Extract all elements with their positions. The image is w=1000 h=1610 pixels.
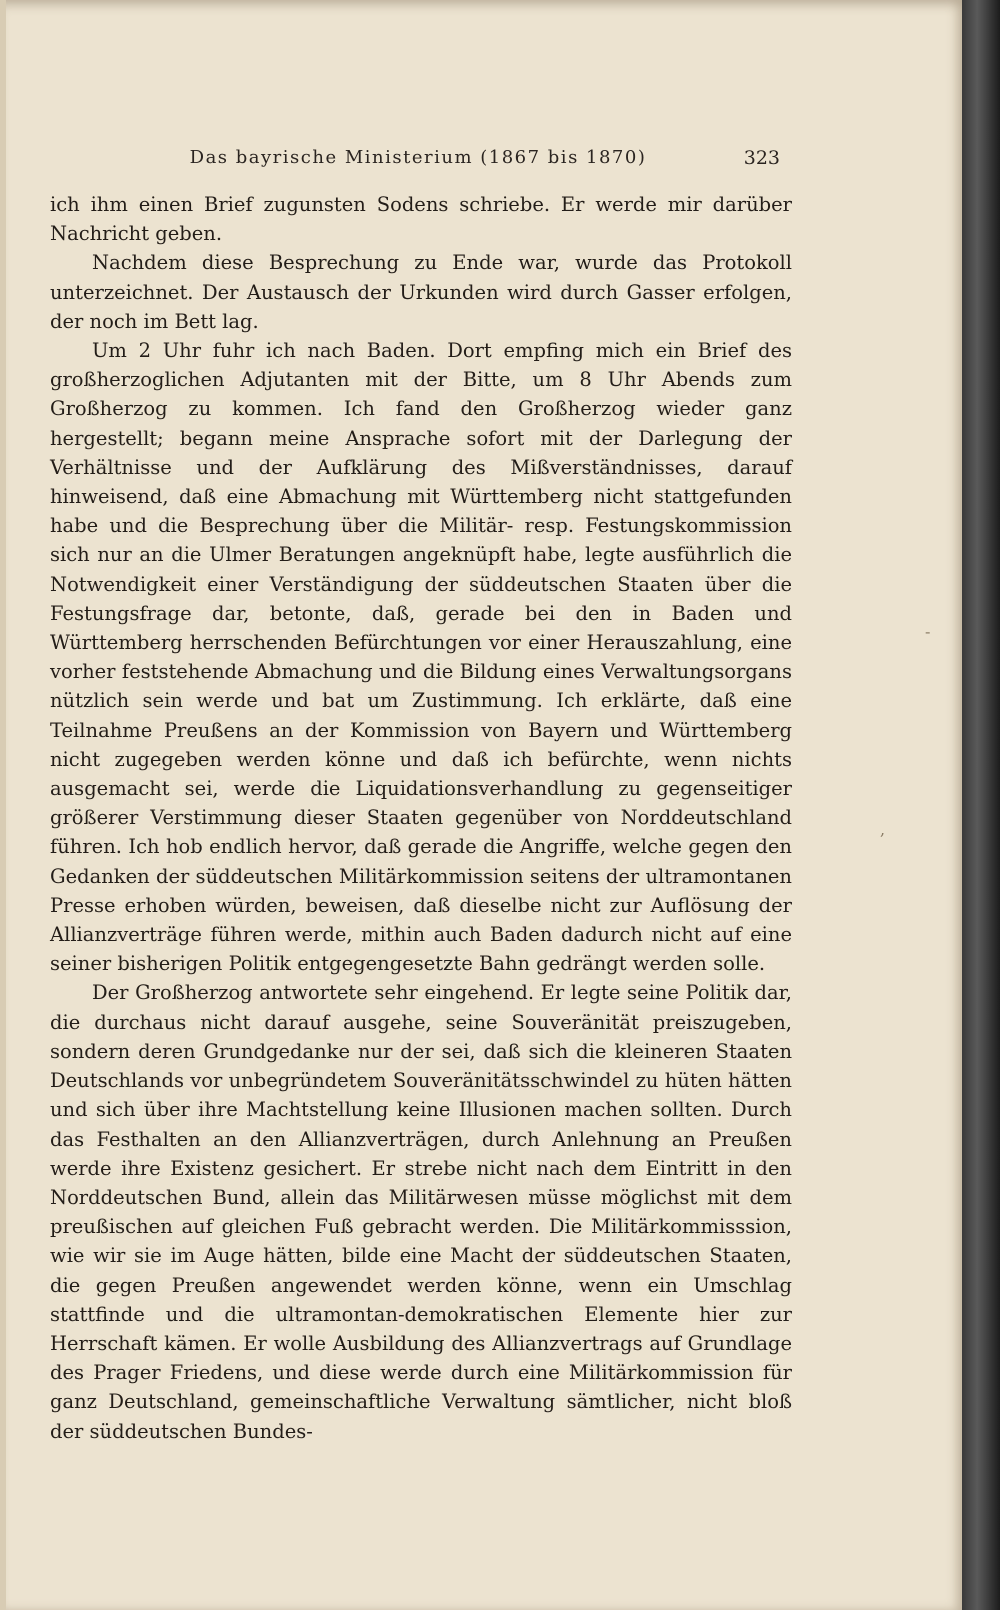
paragraph: Nachdem diese Besprechung zu Ende war, wurde das Protokoll unterzeichnet. Der Austausch der Urkunden wird durch Gasser erfolgen, der noch im Bett lag. [50,251,792,333]
page-gutter [0,0,6,1610]
page-header [56,147,780,177]
paragraph: Der Großherzog antwortete sehr eingehend. Er legte seine Politik dar, die durchaus nicht darauf ausgehe, seine Souveränität preiszugeben, sondern deren Grundgedanke nur der sei, daß sich die kleineren Staaten Deutschlands vor unbegründetem Souveränitätsschwindel zu hüten hätten und sich über ihre Machtstellung keine Illusionen machen sollten. Durch das Festhalten an den Allianzverträgen, durch Anlehnung an Preußen werde ihre Existenz gesichert. Er strebe nicht nach dem Eintritt in den Norddeutschen Bund, allein das Militärwesen müsse möglichst mit dem preußischen auf gleichen Fuß gebracht werden. Die Militärkommisssion, wie wir sie im Auge hätten, bilde eine Macht der süddeutschen Staaten, die gegen Preußen angewendet werden könne, wenn ein Umschlag stattfinde und die ultramontan-demokratischen Elemente hier zur Herrschaft kämen. Er wolle Ausbildung des Allianzvertrags auf Grundlage des Prager Friedens, und diese werde durch eine Militärkommission für ganz Deutschland, gemeinschaftliche Verwaltung sämtlicher, nicht bloß der süddeutschen Bundes- [50,981,792,1443]
page-number: 323 [743,147,780,169]
running-head: Das bayrische Ministerium (1867 bis 1870) [189,147,647,168]
paragraph: Um 2 Uhr fuhr ich nach Baden. Dort empfing mich ein Brief des großherzoglichen Adjutanten mit der Bitte, um 8 Uhr Abends zum Großherzog zu kommen. Ich fand den Großherzog wieder ganz hergestellt; begann meine Ansprache sofort mit der Darlegung der Verhältnisse und der Aufklärung des Mißverständnisses, darauf hinweisend, daß eine Abmachung mit Württemberg nicht stattgefunden habe und die Besprechung über die Militär- resp. Festungskommission sich nur an die Ulmer Beratungen angeknüpft habe, legte ausführlich die Notwendigkeit einer Verständigung der süddeutschen Staaten über die Festungsfrage dar, betonte, daß, gerade bei den in Baden und Württemberg herrschenden Befürchtungen vor einer Herauszahlung, eine vorher feststehende Abmachung und die Bildung eines Verwaltungsorgans nützlich sein werde und bat um Zustimmung. Ich erklärte, daß eine Teilnahme Preußens an der Kommission von Bayern und Württemberg nicht zugegeben werden könne und daß ich befürchte, wenn nichts ausgemacht sei, werde die Liquidationsverhandlung zu gegenseitiger größerer Verstimmung dieser Staaten gegenüber von Norddeutschland führen. Ich hob endlich hervor, daß gerade die Angriffe, welche gegen den Gedanken der süddeutschen Militärkommission seitens der ultramontanen Presse erhoben würden, beweisen, daß dieselbe nicht zur Auflösung der Allianzverträge führen werde, mithin auch Baden dadurch nicht auf eine seiner bisherigen Politik entgegengesetzte Bahn gedrängt werden solle. [50,339,792,976]
margin-mark: , [880,820,886,839]
margin-mark: - [925,622,931,641]
page-body [50,190,792,1446]
book-edge [962,0,1000,1610]
paragraph: ich ihm einen Brief zugunsten Sodens schriebe. Er werde mir darüber Nachricht geben. [50,193,792,246]
